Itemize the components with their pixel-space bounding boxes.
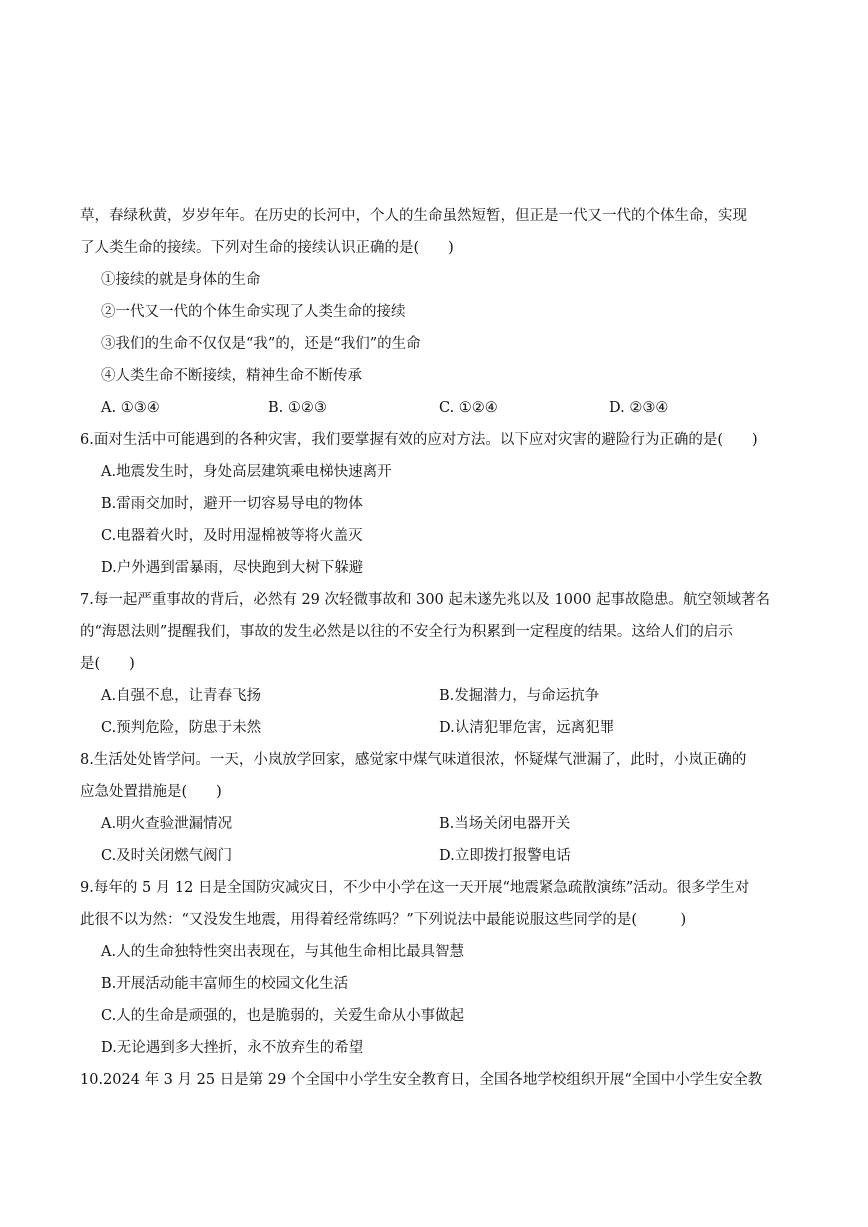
q6-option-a[interactable]: A.地震发生时，身处高层建筑乘电梯快速离开 — [101, 464, 392, 480]
q5-statement-1: ①接续的就是身体的生命 — [101, 272, 261, 288]
q7-stem-line-1: 7.每一起严重事故的背后，必然有 29 次轻微事故和 300 起未遂先兆以及 1000 起事故隐患。航空领域著名 — [80, 592, 771, 608]
q5-option-b[interactable]: B. ①②③ — [268, 400, 327, 416]
q9-stem-line-1: 9.每年的 5 月 12 日是全国防灾减灾日，不少中小学在这一天开展“地震紧急疏散演练”活动。很多学生对 — [80, 880, 750, 896]
q9-option-b[interactable]: B.开展活动能丰富师生的校园文化生活 — [101, 976, 349, 992]
q5-statement-3: ③我们的生命不仅仅是“我”的，还是“我们”的生命 — [101, 336, 421, 352]
q7-stem-line-3: 是( ) — [80, 656, 135, 672]
q5-text-line-1: 草，春绿秋黄，岁岁年年。在历史的长河中，个人的生命虽然短暂，但正是一代又一代的个体生命，实现 — [80, 208, 747, 224]
q6-option-d[interactable]: D.户外遇到雷暴雨，尽快跑到大树下躲避 — [101, 560, 364, 576]
q5-statement-4: ④人类生命不断接续，精神生命不断传承 — [101, 368, 362, 384]
q7-option-b[interactable]: B.发掘潜力，与命运抗争 — [439, 688, 600, 704]
q9-option-c[interactable]: C.人的生命是顽强的，也是脆弱的，关爱生命从小事做起 — [101, 1008, 465, 1024]
q6-option-b[interactable]: B.雷雨交加时，避开一切容易导电的物体 — [101, 496, 363, 512]
q8-option-a[interactable]: A.明火查验泄漏情况 — [101, 816, 233, 832]
q5-text-line-2: 了人类生命的接续。下列对生命的接续认识正确的是( ) — [80, 240, 454, 256]
q6-option-c[interactable]: C.电器着火时，及时用湿棉被等将火盖灭 — [101, 528, 363, 544]
q7-option-c[interactable]: C.预判危险，防患于未然 — [101, 720, 262, 736]
q6-stem: 6.面对生活中可能遇到的各种灾害，我们要掌握有效的应对方法。以下应对灾害的避险行为正确的是( ) — [80, 432, 758, 448]
q9-option-d[interactable]: D.无论遇到多大挫折，永不放弃生的希望 — [101, 1040, 364, 1056]
q5-option-a[interactable]: A. ①③④ — [101, 400, 160, 416]
q7-stem-line-2: 的“海恩法则”提醒我们，事故的发生必然是以往的不安全行为积累到一定程度的结果。这给人们的启示 — [80, 624, 733, 640]
q8-option-b[interactable]: B.当场关闭电器开关 — [439, 816, 571, 832]
q9-stem-line-2: 此很不以为然：“又没发生地震，用得着经常练吗？”下列说法中最能说服这些同学的是( ) — [80, 912, 687, 928]
q7-option-d[interactable]: D.认清犯罪危害，远离犯罪 — [439, 720, 615, 736]
q8-option-c[interactable]: C.及时关闭燃气阀门 — [101, 848, 233, 864]
q8-stem-line-1: 8.生活处处皆学问。一天，小岚放学回家，感觉家中煤气味道很浓，怀疑煤气泄漏了，此时，小岚正确的 — [80, 752, 747, 768]
q5-statement-2: ②一代又一代的个体生命实现了人类生命的接续 — [101, 304, 406, 320]
q9-option-a[interactable]: A.人的生命独特性突出表现在，与其他生命相比最具智慧 — [101, 944, 465, 960]
q8-stem-line-2: 应急处置措施是( ) — [80, 784, 222, 800]
q5-option-d[interactable]: D. ②③④ — [609, 400, 669, 416]
q8-option-d[interactable]: D.立即拨打报警电话 — [439, 848, 571, 864]
q5-option-c[interactable]: C. ①②④ — [439, 400, 498, 416]
q7-option-a[interactable]: A.自强不息，让青春飞扬 — [101, 688, 262, 704]
q10-stem: 10.2024 年 3 月 25 日是第 29 个全国中小学生安全教育日，全国各地学校组织开展“全国中小学生安全教 — [80, 1072, 763, 1088]
